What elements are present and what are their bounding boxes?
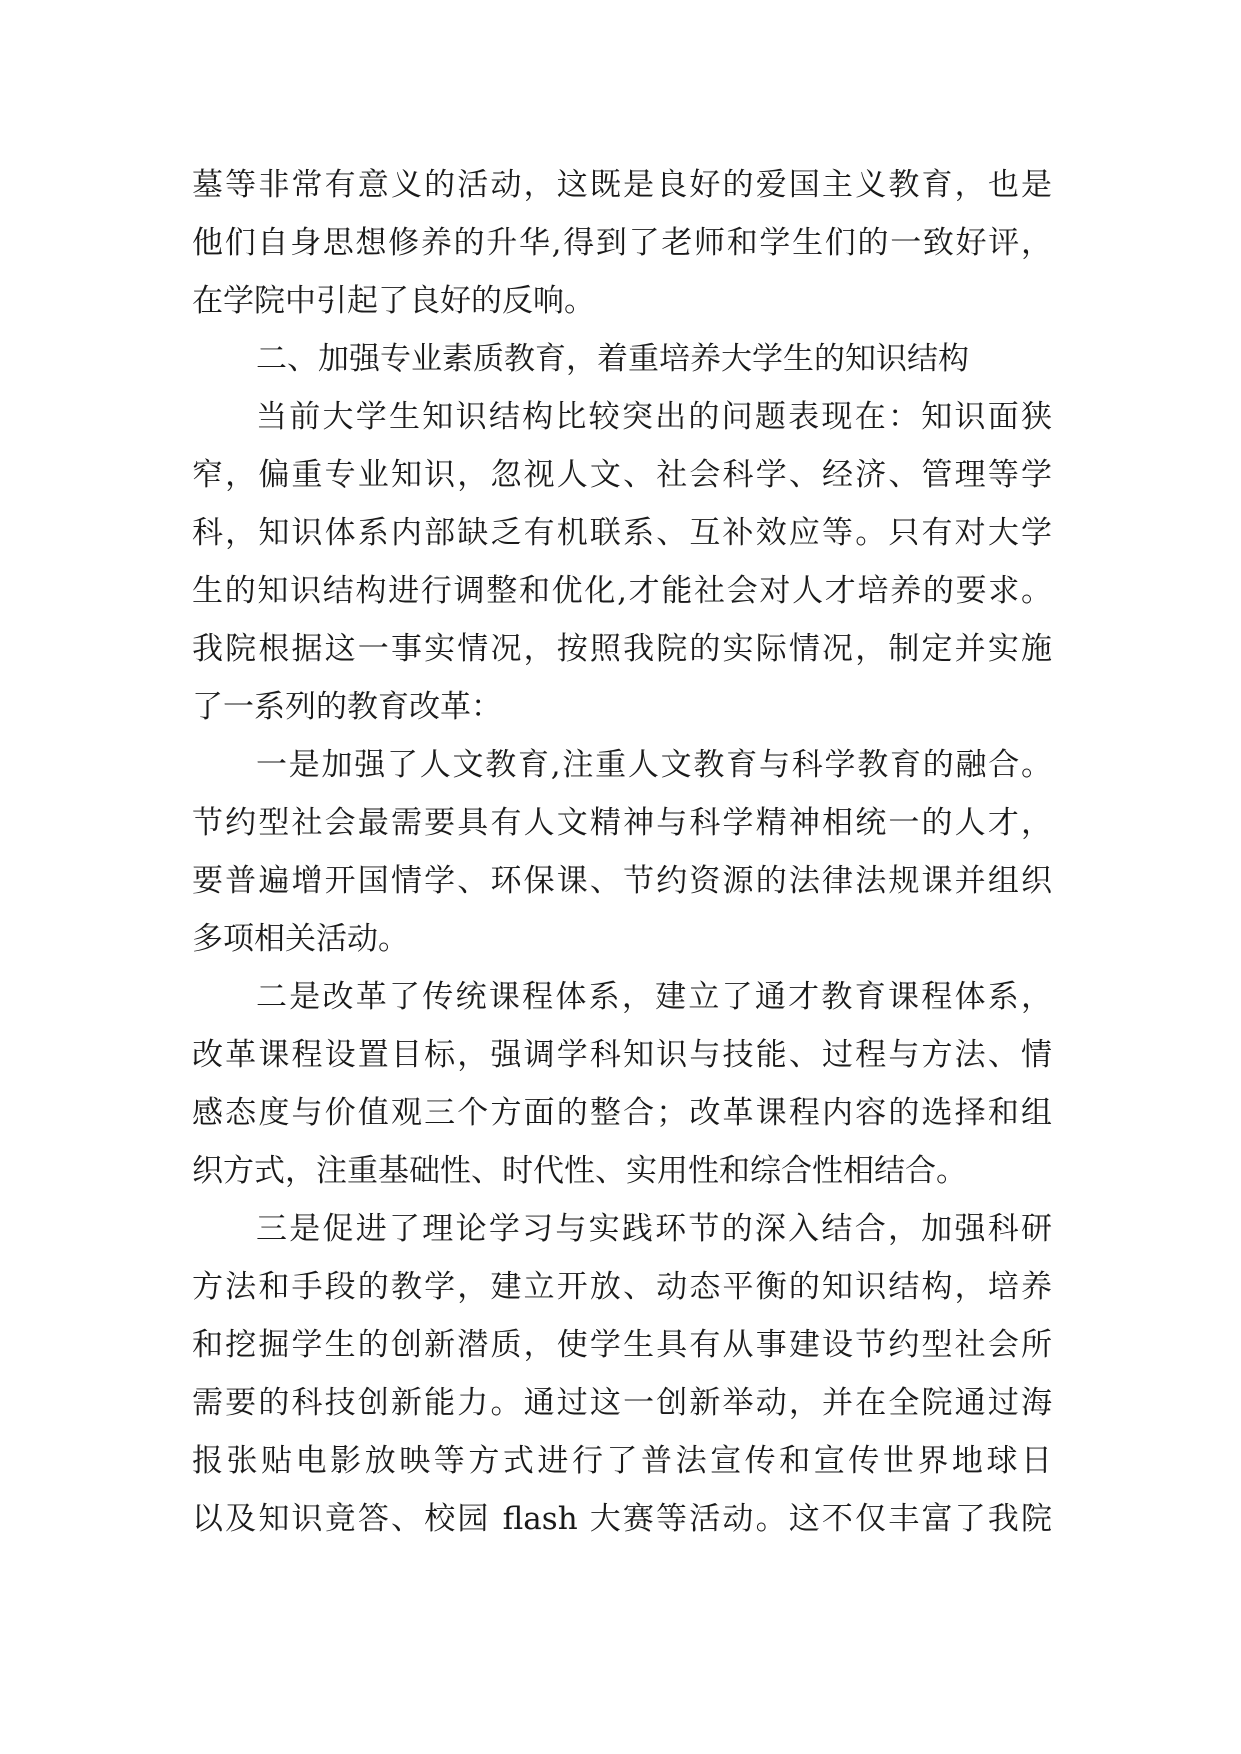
text-line: 织方式，注重基础性、时代性、实用性和综合性相结合。 [192,1153,967,1189]
text-line: 三是促进了理论学习与实践环节的深入结合，加强科研 [256,1211,1052,1247]
text-line: 方法和手段的教学，建立开放、动态平衡的知识结构，培养 [192,1269,1052,1305]
text-line: 二是改革了传统课程体系，建立了通才教育课程体系， [256,979,1052,1015]
text-line: 要普遍增开国情学、环保课、节约资源的法律法规课并组织 [192,863,1052,899]
text-line: 感态度与价值观三个方面的整合；改革课程内容的选择和组 [192,1095,1052,1131]
text-line: 在学院中引起了良好的反响。 [192,283,595,319]
text-line: 我院根据这一事实情况，按照我院的实际情况，制定并实施 [192,631,1052,667]
text-line: 以及知识竟答、校园 flash 大赛等活动。这不仅丰富了我院 [192,1501,1052,1537]
text-line: 当前大学生知识结构比较突出的问题表现在：知识面狭 [256,399,1052,435]
text-line: 多项相关活动。 [192,921,409,957]
text-line: 生的知识结构进行调整和优化,才能社会对人才培养的要求。 [192,573,1052,609]
text-line: 改革课程设置目标，强调学科知识与技能、过程与方法、情 [192,1037,1052,1073]
text-line: 了一系列的教育改革： [192,689,502,725]
text-line: 一是加强了人文教育,注重人文教育与科学教育的融合。 [256,747,1052,783]
text-line: 需要的科技创新能力。通过这一创新举动，并在全院通过海 [192,1385,1052,1421]
text-line: 和挖掘学生的创新潜质，使学生具有从事建设节约型社会所 [192,1327,1052,1363]
text-line: 报张贴电影放映等方式进行了普法宣传和宣传世界地球日 [192,1443,1052,1479]
section-heading: 二、加强专业素质教育，着重培养大学生的知识结构 [256,341,969,377]
text-line: 科，知识体系内部缺乏有机联系、互补效应等。只有对大学 [192,515,1052,551]
text-line: 节约型社会最需要具有人文精神与科学精神相统一的人才， [192,805,1052,841]
text-line: 他们自身思想修养的升华,得到了老师和学生们的一致好评， [192,225,1052,261]
text-line: 窄，偏重专业知识，忽视人文、社会科学、经济、管理等学 [192,457,1052,493]
text-line: 墓等非常有意义的活动，这既是良好的爱国主义教育，也是 [192,167,1052,203]
